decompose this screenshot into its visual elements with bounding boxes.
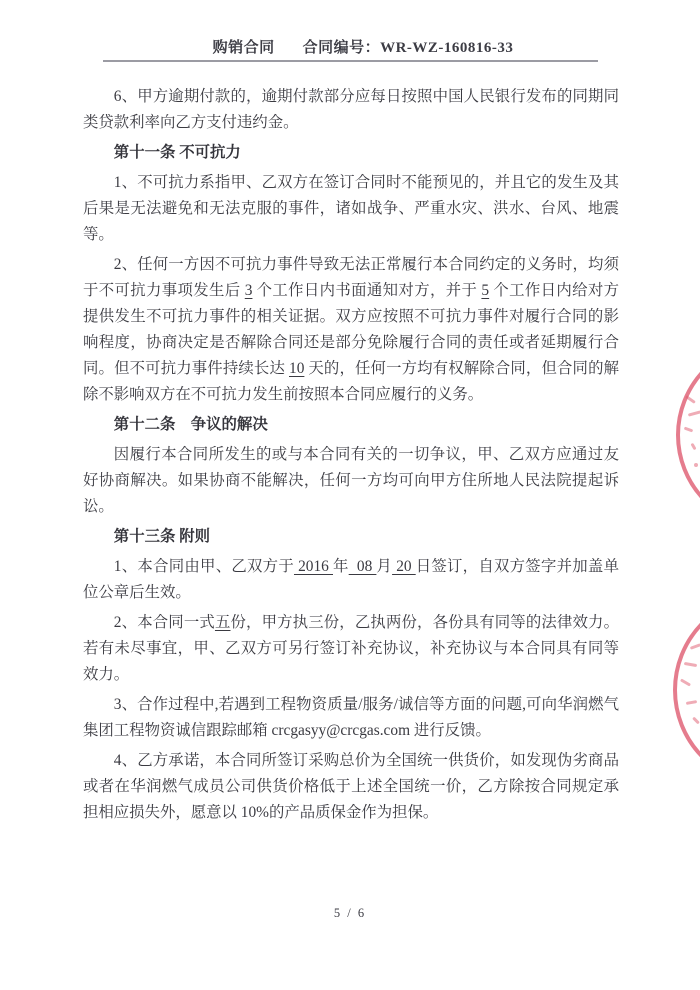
doc-type-title: 购销合同 xyxy=(212,40,275,56)
underlined-value-day: 20 xyxy=(392,558,416,575)
clause-dispute-resolution: 因履行本合同所发生的或与本合同有关的一切争议，甲、乙双方应通过友好协商解决。如果协商不能解决，任何一方均可向甲方住所地人民法院提起诉讼。 xyxy=(83,446,619,515)
contract-body xyxy=(83,84,619,830)
text-segment: 年 xyxy=(333,558,349,575)
underlined-value-days-duration: 10 xyxy=(289,360,305,377)
clause-overdue-payment: 6、甲方逾期付款的，逾期付款部分应每日按照中国人民银行发布的同期同类贷款利率向乙方支付违约金。 xyxy=(83,88,619,131)
page-number: 5 / 6 xyxy=(333,906,367,920)
contract-number: WR-WZ-160816-33 xyxy=(380,40,514,56)
text-segment: 日签订，自双方签字并加盖单位公章后生效。 xyxy=(83,558,619,601)
text-segment: 月 xyxy=(376,558,393,575)
underlined-value-copies: 五 xyxy=(214,614,231,631)
article-13-heading: 第十三条 附则 xyxy=(113,528,210,545)
underlined-value-days-notify: 3 xyxy=(244,282,253,299)
text-segment: 2、本合同一式 xyxy=(113,614,215,631)
underlined-value-month: 08 xyxy=(348,558,377,575)
contract-number-label: 合同编号： xyxy=(302,40,381,56)
clause-price-promise: 4、乙方承诺，本合同所签订采购总价为全国统一供货价，如发现伪劣商品或者在华润燃气成员公司供货价格低于上述全国统一价，乙方除按合同规定承担相应损失外，愿意以 10%的产品质保金作为担保。 xyxy=(83,752,619,821)
seal-text-fragment xyxy=(694,463,698,467)
clause-feedback-email: 3、合作过程中,若遇到工程物资质量/服务/诚信等方面的问题,可向华润燃气集团工程物资诚信跟踪邮箱 crcgasyy@crcgas.com 进行反馈。 xyxy=(83,696,619,739)
clause-signing-date xyxy=(83,554,619,606)
header-divider xyxy=(103,60,598,62)
text-segment: 2、任何一方因不可抗力事件导致无法正常履行本合同约定的义务时，均须于不可抗力事项发生后 xyxy=(83,256,619,299)
text-segment: 个工作日内给对方提供发生不可抗力事件的相关证据。双方应按照不可抗力事件对履行合同的影响程度，协商决定是否解除合同还是部分免除履行合同的责任或者延期履行合同。但不可抗力事件持续长达 xyxy=(83,282,619,377)
clause-copies xyxy=(83,610,619,688)
article-11-heading: 第十一条 不可抗力 xyxy=(113,144,241,161)
underlined-value-year: 2016 xyxy=(293,558,333,575)
article-12-heading: 第十二条 争议的解决 xyxy=(113,416,268,433)
text-segment: 份，甲方执三份，乙执两份，各份具有同等的法律效力。若有未尽事宜，甲、乙双方可另行签订补充协议，补充协议与本合同具有同等效力。 xyxy=(83,614,619,683)
text-segment: 1、本合同由甲、乙双方于 xyxy=(113,558,294,575)
clause-force-majeure-definition: 1、不可抗力系指甲、乙双方在签订合同时不能预见的，并且它的发生及其后果是无法避免和无法克服的事件，诸如战争、严重水灾、洪水、台风、地震等。 xyxy=(83,174,619,243)
underlined-value-days-evidence: 5 xyxy=(481,282,490,299)
page-header xyxy=(13,36,700,57)
red-seal-top-icon xyxy=(676,340,700,530)
text-segment: 天的，任何一方均有权解除合同，但合同的解除不影响双方在不可抗力发生前按照本合同应履行的义务。 xyxy=(83,360,619,403)
red-seal-bottom-icon xyxy=(673,593,700,787)
text-segment: 个工作日内书面通知对方，并于 xyxy=(252,282,482,299)
clause-force-majeure-notice xyxy=(83,252,619,408)
